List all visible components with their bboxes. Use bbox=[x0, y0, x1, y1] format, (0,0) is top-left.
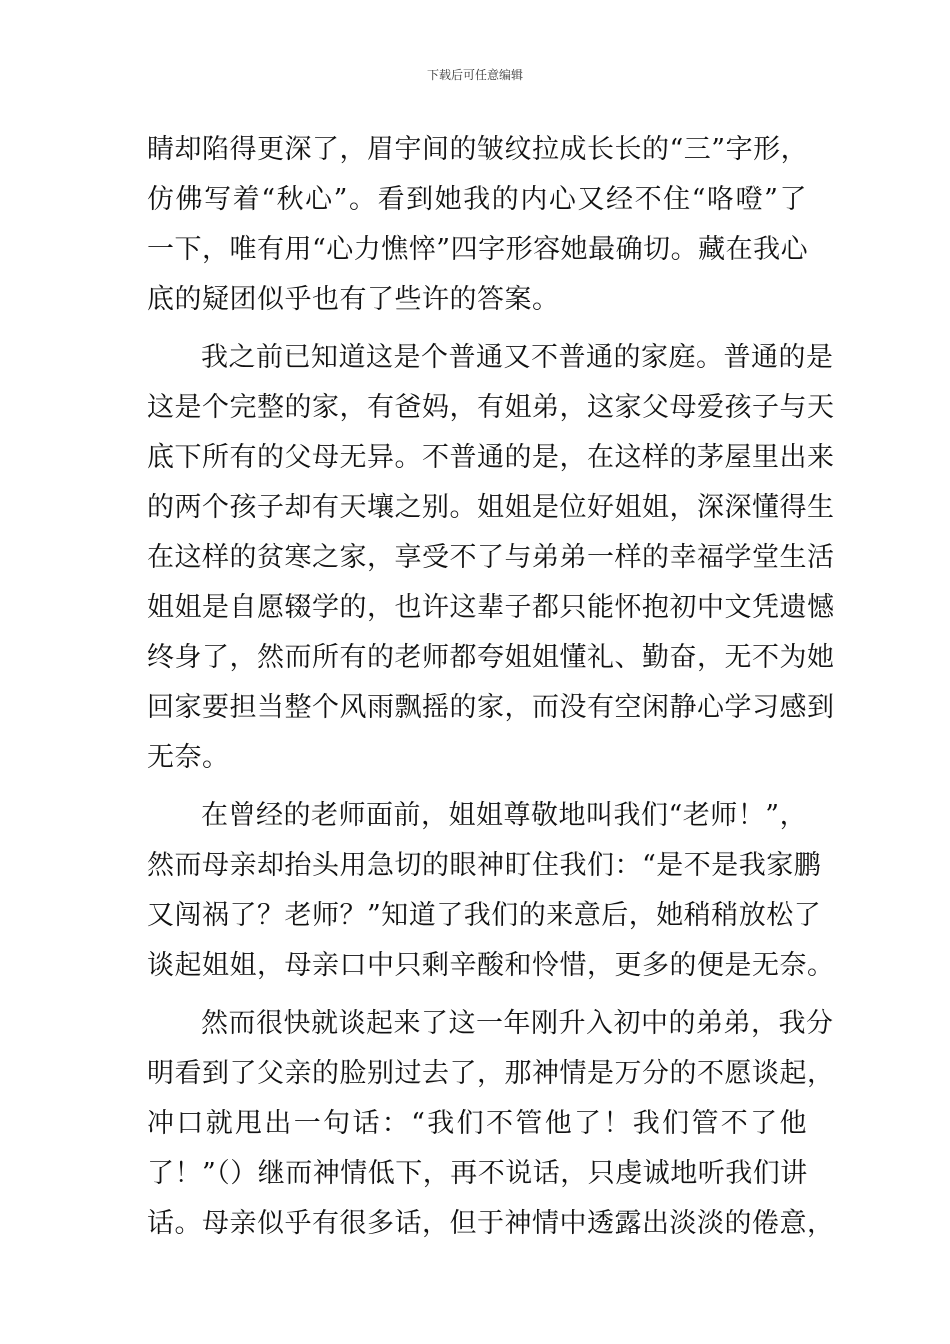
paragraph bbox=[147, 125, 807, 325]
text-line: 又闯祸了？老师？”知道了我们的来意后，她稍稍放松了 bbox=[147, 900, 822, 931]
text-line: 我之前已知道这是个普通又不普通的家庭。普通的是 bbox=[201, 342, 834, 373]
text-line: 了！”（）继而神情低下，再不说话，只虔诚地听我们讲 bbox=[147, 1158, 808, 1189]
text-line: 的两个孩子却有天壤之别。姐姐是位好姐姐，深深懂得生 bbox=[147, 492, 835, 523]
text-line: 在曾经的老师面前，姐姐尊敬地叫我们“老师！”， bbox=[201, 800, 808, 831]
paragraph bbox=[147, 791, 835, 991]
text-line: 冲口就甩出一句话：“我们不管他了！我们管不了他 bbox=[147, 1108, 807, 1139]
text-line: 在这样的贫寒之家，享受不了与弟弟一样的幸福学堂生活 bbox=[147, 542, 835, 573]
text-line: 姐姐是自愿辍学的，也许这辈子都只能怀抱初中文凭遗憾 bbox=[147, 592, 835, 623]
text-line: 明看到了父亲的脸别过去了，那神情是万分的不愿谈起， bbox=[147, 1058, 835, 1089]
paragraph-spacer bbox=[147, 325, 807, 333]
text-line: 底的疑团似乎也有了些许的答案。 bbox=[147, 284, 560, 315]
document-body bbox=[147, 125, 835, 1249]
text-line: 无奈。 bbox=[147, 742, 230, 773]
text-line: 回家要担当整个风雨飘摇的家，而没有空闲静心学习感到 bbox=[147, 692, 835, 723]
paragraph bbox=[147, 333, 835, 783]
text-line: 仿佛写着“秋心”。看到她我的内心又经不住“咯噔”了 bbox=[147, 184, 807, 215]
text-line: 然而母亲却抬头用急切的眼神盯住我们：“是不是我家鹏 bbox=[147, 850, 822, 881]
paragraph-spacer bbox=[147, 783, 807, 791]
paragraph bbox=[147, 999, 835, 1249]
text-line: 然而很快就谈起来了这一年刚升入初中的弟弟，我分 bbox=[201, 1008, 834, 1039]
text-line: 这是个完整的家，有爸妈，有姐弟，这家父母爱孩子与天 bbox=[147, 392, 835, 423]
text-line: 一下，唯有用“心力憔悴”四字形容她最确切。藏在我心 bbox=[147, 234, 809, 265]
text-line: 终身了，然而所有的老师都夸姐姐懂礼、勤奋，无不为她 bbox=[147, 642, 835, 673]
text-line: 睛却陷得更深了，眉宇间的皱纹拉成长长的“三”字形， bbox=[147, 134, 809, 165]
paragraph-spacer bbox=[147, 991, 807, 999]
page-header: 下载后可任意编辑 bbox=[426, 68, 523, 82]
text-line: 谈起姐姐，母亲口中只剩辛酸和怜惜，更多的便是无奈。 bbox=[147, 950, 835, 981]
text-line: 话。母亲似乎有很多话，但于神情中透露出淡淡的倦意， bbox=[147, 1208, 835, 1239]
text-line: 底下所有的父母无异。不普通的是，在这样的茅屋里出来 bbox=[147, 442, 835, 473]
